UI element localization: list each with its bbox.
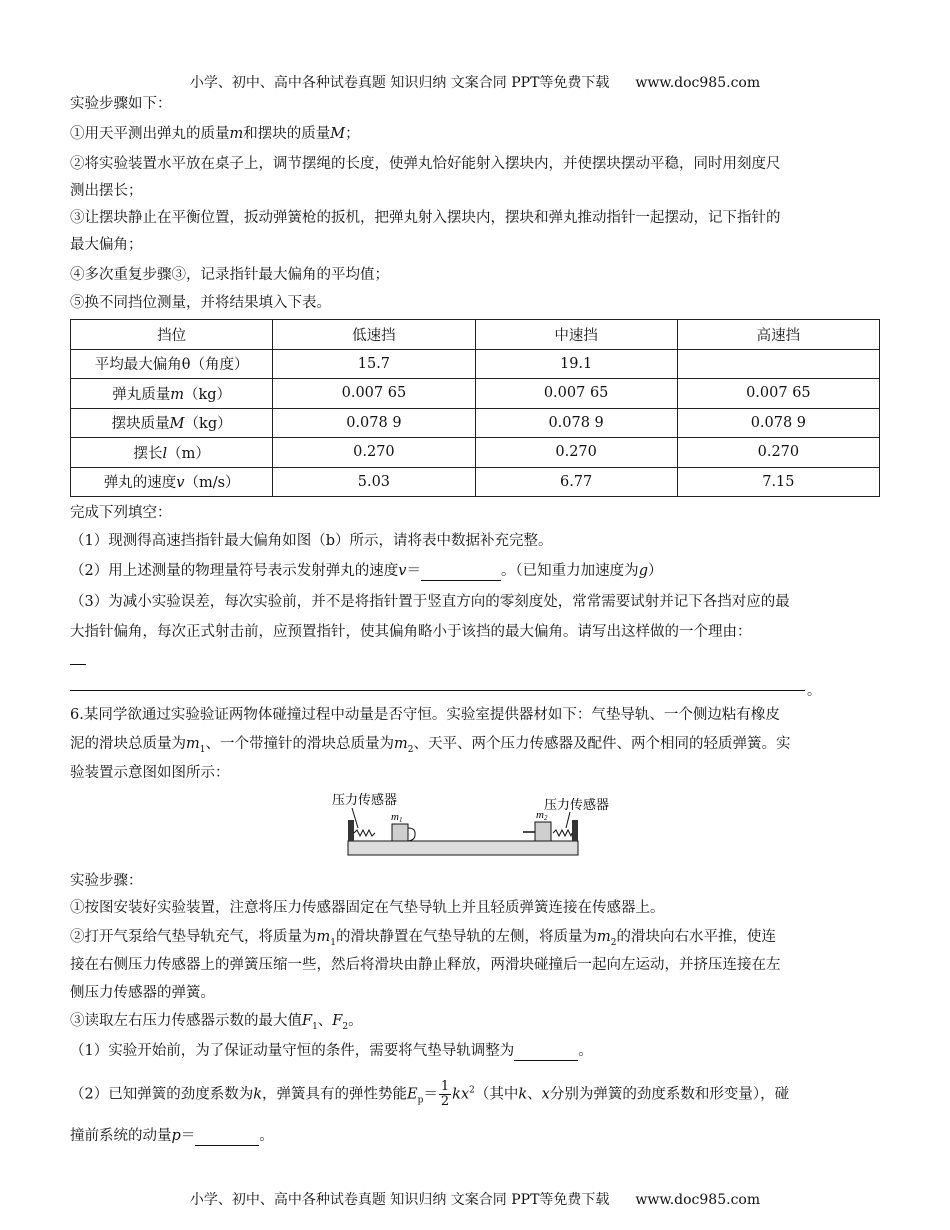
step-2-line-1: ②将实验装置水平放在桌子上，调节摆绳的长度，使弹丸恰好能射入摆块内，并使摆块摆动平稳，同时用刻度尺 xyxy=(70,156,781,172)
table-header-cell: 低速挡 xyxy=(273,320,475,350)
answer-line-start[interactable] xyxy=(70,664,86,665)
table-row xyxy=(71,379,880,409)
table-cell: 0.078 9 xyxy=(475,408,677,438)
table-row xyxy=(71,349,880,379)
m1-label: m1 xyxy=(391,811,403,824)
table-cell: 15.7 xyxy=(273,349,475,379)
left-sensor xyxy=(348,820,354,841)
data-table xyxy=(70,319,880,497)
apparatus-diagram xyxy=(330,790,622,860)
right-sensor xyxy=(572,820,578,841)
putty xyxy=(408,828,415,841)
slider-m2 xyxy=(535,822,551,841)
answer-line[interactable] xyxy=(70,690,805,691)
answer-line-end: 。 xyxy=(807,683,821,699)
left-sensor-label: 压力传感器 xyxy=(332,792,398,807)
air-track xyxy=(348,841,578,855)
table-cell: 5.03 xyxy=(273,467,475,497)
p6-line-2: 泥的滑块总质量为$m_1$、一个带撞针的滑块总质量为$m_2$、天平、两个压力传感器及配件、两个相同的轻质弹簧。实 xyxy=(70,736,791,755)
row-label: 平均最大偏角θ（角度） xyxy=(71,349,273,379)
p6-step-2-line-2: 接在右侧压力传感器上的弹簧压缩一些，然后将滑块由静止释放，两滑块碰撞后一起向左运动，并挤压连接在左 xyxy=(70,957,781,973)
p6-line-3: 验装置示意图如图所示： xyxy=(70,765,230,781)
row-label: 摆块质量M（kg） xyxy=(71,408,273,438)
p6-q2-line-1: （2）已知弹簧的劲度系数为k，弹簧具有的弹性势能$E_p=$ $\frac{1}{2}$ $kx^2$（其中k、x分别为弹簧的劲度系数和形变量），碰 xyxy=(70,1079,790,1109)
table-cell: 0.078 9 xyxy=(273,408,475,438)
table-cell: 0.078 9 xyxy=(677,408,879,438)
right-sensor-pointer xyxy=(566,812,570,828)
answer-blank[interactable] xyxy=(421,566,501,581)
p6-q1: （1）实验开始前，为了保证动量守恒的条件，需要将气垫导轨调整为 。 xyxy=(70,1043,593,1059)
p6-step-3: ③读取左右压力传感器示数的最大值$F_1$、$F_2$。 xyxy=(70,1013,363,1032)
answer-blank[interactable] xyxy=(195,1131,259,1146)
fill-q2: （2）用上述测量的物理量符号表示发射弹丸的速度v＝ 。（已知重力加速度为g） xyxy=(70,563,663,579)
row-label: 弹丸的速度v（m/s） xyxy=(71,467,273,497)
answer-blank[interactable] xyxy=(514,1046,578,1061)
p6-step-2-line-3: 侧压力传感器的弹簧。 xyxy=(70,985,215,1001)
step-1: ①用天平测出弹丸的质量m和摆块的质量M； xyxy=(70,126,360,142)
table-cell: 7.15 xyxy=(677,467,879,497)
step-5: ⑤换不同挡位测量，并将结果填入下表。 xyxy=(70,295,331,311)
table-cell: 0.270 xyxy=(475,438,677,468)
p6-line-1: 6.某同学欲通过实验验证两物体碰撞过程中动量是否守恒。实验室提供器材如下：气垫导轨、一个侧边粘有橡皮 xyxy=(70,707,780,723)
table-cell: 0.270 xyxy=(677,438,879,468)
m2-label: m2 xyxy=(536,809,548,822)
table-header-cell: 挡位 xyxy=(71,320,273,350)
table-cell: 0.007 65 xyxy=(677,379,879,409)
table-cell: 6.77 xyxy=(475,467,677,497)
table-row xyxy=(71,408,880,438)
right-spring xyxy=(553,830,572,836)
step-4: ④多次重复步骤③，记录指针最大偏角的平均值； xyxy=(70,267,389,283)
table-header-cell: 中速挡 xyxy=(475,320,677,350)
table-header-row xyxy=(71,320,880,350)
p6-step-2-line-1: ②打开气泵给气垫导轨充气，将质量为$m_1$的滑块静置在气垫导轨的左侧，将质量为$m_2$的滑块向右水平推，使连 xyxy=(70,929,776,948)
step-3-line-2: 最大偏角； xyxy=(70,237,143,253)
table-cell: 0.007 65 xyxy=(475,379,677,409)
right-sensor-label: 压力传感器 xyxy=(544,797,610,812)
page-footer xyxy=(0,1189,950,1209)
step-2-line-2: 测出摆长； xyxy=(70,183,143,199)
p6-steps-title: 实验步骤： xyxy=(70,873,143,889)
row-label: 弹丸质量m（kg） xyxy=(71,379,273,409)
fill-q3-line-2: 大指针偏角，每次正式射击前，应预置指针，使其偏角略小于该挡的最大偏角。请写出这样做的一个理由： xyxy=(70,624,752,640)
fraction-one-half: $\frac{1}{2}$ xyxy=(440,1079,450,1109)
footer-text: 小学、初中、高中各种试卷真题 知识归纳 文案合同 PPT等免费下载 xyxy=(189,1192,610,1208)
header-text: 小学、初中、高中各种试卷真题 知识归纳 文案合同 PPT等免费下载 xyxy=(189,75,610,91)
fill-q1: （1）现测得高速挡指针最大偏角如图（b）所示，请将表中数据补充完整。 xyxy=(70,533,553,549)
table-row xyxy=(71,438,880,468)
left-spring xyxy=(354,830,375,836)
footer-site[interactable]: www.doc985.com xyxy=(635,1192,761,1208)
row-label: 摆长l（m） xyxy=(71,438,273,468)
table-cell xyxy=(677,349,879,379)
p6-step-1: ①按图安装好实验装置，注意将压力传感器固定在气垫导轨上并且轻质弹簧连接在传感器上。 xyxy=(70,900,665,916)
step-3-line-1: ③让摆块静止在平衡位置，扳动弹簧枪的扳机，把弹丸射入摆块内，摆块和弹丸推动指针一起摆动，记下指针的 xyxy=(70,210,781,226)
p6-q2-line-2: 撞前系统的动量p＝ 。 xyxy=(70,1128,274,1144)
table-header-cell: 高速挡 xyxy=(677,320,879,350)
slider-m1 xyxy=(392,824,408,841)
fill-q3-line-1: （3）为减小实验误差，每次实验前，并不是将指针置于竖直方向的零刻度处，常常需要试射并记下各挡对应的最 xyxy=(70,594,790,610)
table-row xyxy=(71,467,880,497)
table-cell: 0.270 xyxy=(273,438,475,468)
header-site[interactable]: www.doc985.com xyxy=(635,75,761,91)
fill-title: 完成下列填空： xyxy=(70,505,172,521)
table-cell: 19.1 xyxy=(475,349,677,379)
table-cell: 0.007 65 xyxy=(273,379,475,409)
steps-title: 实验步骤如下： xyxy=(70,96,172,112)
page-header xyxy=(0,72,950,92)
